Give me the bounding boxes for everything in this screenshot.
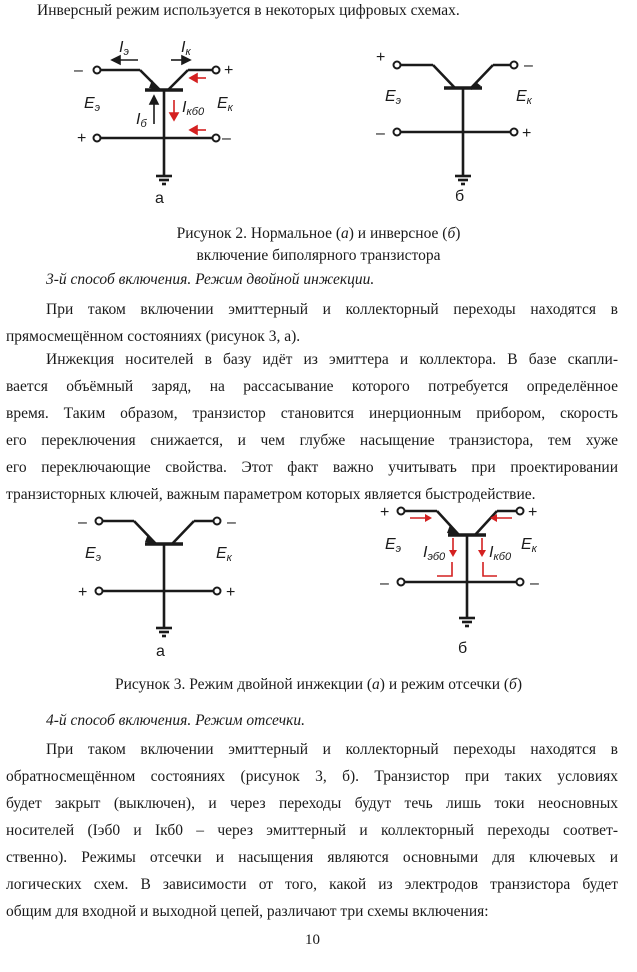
emitter-lead [433,65,455,88]
terminal-circle [214,588,221,595]
terminal-circle [394,62,401,69]
label-ee: Eэ [385,536,402,555]
sign-minus: – [74,62,83,79]
sign-plus: + [522,125,532,142]
text-line: транзисторных ключей, важным параметром которых является быстродействие. [6,486,536,503]
figure-2a-label: а [155,190,164,207]
text-line: ственно). Режимы отсечки и насыщения являются основными для ключевых и [6,849,618,866]
label-ee: Eэ [85,545,102,564]
text-line: общим для входной и выходной цепей, различают три схемы включения: [6,903,489,920]
terminal-circle [398,508,405,515]
terminal-circle [96,588,103,595]
sign-plus: + [380,504,390,521]
figure-2b-circuit [399,65,512,184]
red-arrowhead-icon [425,514,432,522]
text-line: Инжекция носителей в базу идёт из эмиттера и коллектора. В базе скапли- [46,351,618,368]
page-number: 10 [305,932,320,948]
text-line: вается объёмный заряд, на рассасывание которого потребуется определённое [6,378,618,395]
intro-line: Инверсный режим используется в некоторых цифровых схемах. [37,2,460,19]
label-ie: Iэ [119,39,129,58]
sign-minus: – [376,125,385,142]
text-line: обратносмещённом состояниях (рисунок 3, б). Транзистор при таких условиях [6,768,618,785]
terminal-circle [394,129,401,136]
red-arrowhead-icon [478,550,486,557]
label-ikb0: Iкб0 [489,544,512,563]
terminal-circle [517,579,524,586]
sign-plus: + [77,130,87,147]
figure-2-caption [0,223,637,267]
label-ib: Iб [136,111,147,130]
section-3-paragraph-1 [6,296,618,350]
label-ieb0: Iэб0 [423,544,446,563]
sign-plus: + [528,504,538,521]
text-line: логических схем. В зависимости от того, какой из электродов транзистора будет [6,876,618,893]
figure-3b-label: б [458,640,468,657]
sign-plus: + [78,584,88,601]
ie-arrowhead-icon [112,56,120,64]
figure-3a-circuit [101,521,215,636]
terminal-circle [398,579,405,586]
collector-lead [475,511,497,535]
red-arrowhead-icon [190,74,197,82]
label-ek: Eк [217,95,233,114]
figure-2b-label: б [455,188,465,205]
label-ek: Eк [521,536,537,555]
label-ek: Eк [216,545,232,564]
section-4-paragraph [6,736,618,925]
text-line: При таком включении эмиттерный и коллекторный переходы находятся в [46,301,618,318]
label-ikb0: Iкб0 [182,99,205,118]
collector-lead [172,521,194,544]
caption-line-1: Рисунок 2. Нормальное (а) и инверсное (б) [176,225,461,242]
red-arrow-icon [437,562,452,576]
sign-plus: + [226,584,236,601]
sign-minus: – [222,130,231,147]
red-arrowhead-icon [170,113,178,120]
section-3-paragraph-2 [6,346,618,508]
terminal-circle [511,129,518,136]
sign-minus: – [380,575,389,592]
text-line: его переключения снижается, и чем глубже насыщение транзистора, тем хуже [6,432,618,449]
sign-minus: – [530,575,539,592]
terminal-circle [213,135,220,142]
terminal-circle [94,135,101,142]
label-ee: Eэ [385,88,402,107]
text-line: При таком включении эмиттерный и коллекторный переходы находятся в [46,741,618,758]
sign-minus: – [227,514,236,531]
label-ee: Eэ [84,95,101,114]
sign-plus: + [376,49,386,66]
collector-lead [471,65,493,88]
figure-3b-circuit [403,511,518,626]
red-arrowhead-icon [190,126,197,134]
section-3-heading: 3-й способ включения. Режим двойной инжекции. [46,271,375,288]
text-line: время. Таким образом, транзистор становится инерционным прибором, скорость [6,405,618,422]
text-line: носителей (Iэб0 и Iкб0 – через эмиттерный и коллекторный переходы соответ- [6,822,618,839]
terminal-circle [96,518,103,525]
collector-lead [168,70,188,90]
figure-3-caption: Рисунок 3. Режим двойной инжекции (а) и режим отсечки (б) [114,676,523,693]
text-line: будет закрыт (выключен), и через переходы будут течь лишь токи неосновных [6,795,618,812]
figure-3 [0,498,637,670]
red-arrow-icon [483,562,497,576]
terminal-circle [213,67,220,74]
sign-plus: + [224,62,234,79]
ib-arrowhead-icon [150,96,158,104]
terminal-circle [94,67,101,74]
sign-minus: – [78,514,87,531]
text-line: его переключающие свойства. Этот факт важно учитывать при проектировании [6,459,618,476]
label-ek: Eк [516,88,532,107]
section-4-heading: 4-й способ включения. Режим отсечки. [46,712,305,729]
terminal-circle [517,508,524,515]
sign-minus: – [524,57,533,74]
figure-3a-label: а [156,643,165,660]
text-line: прямосмещённом состояниях (рисунок 3, а). [6,328,301,345]
caption-line-2: включение биполярного транзистора [196,247,441,264]
terminal-circle [511,62,518,69]
figure-2 [0,28,637,218]
red-arrowhead-icon [449,550,457,557]
terminal-circle [214,518,221,525]
label-ik: Iк [181,39,191,58]
